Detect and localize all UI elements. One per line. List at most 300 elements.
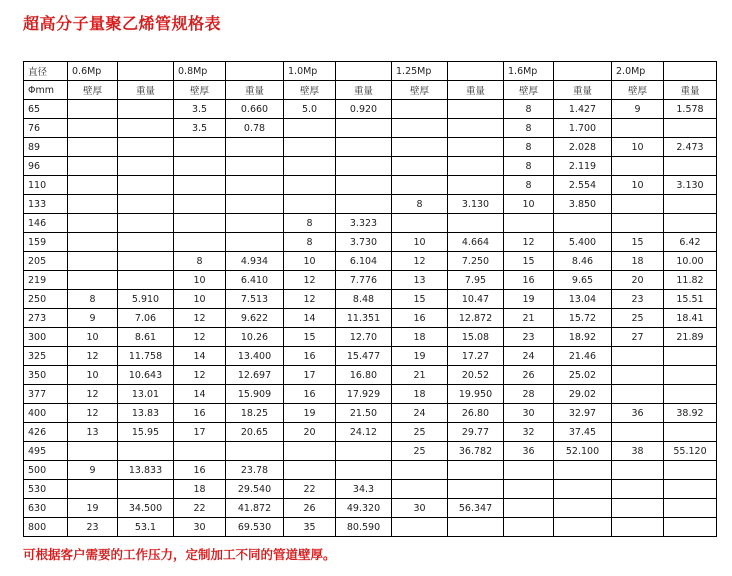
table-cell: 1.25Mp	[392, 62, 448, 81]
table-cell	[664, 119, 717, 138]
table-cell: 8	[284, 214, 336, 233]
table-cell: 426	[24, 423, 68, 442]
table-row	[24, 119, 717, 138]
table-cell: 325	[24, 347, 68, 366]
table-cell	[664, 385, 717, 404]
table-cell: 5.910	[118, 290, 174, 309]
table-cell: 10.643	[118, 366, 174, 385]
table-cell: 重量	[226, 81, 284, 100]
table-cell	[226, 157, 284, 176]
table-cell: 10.26	[226, 328, 284, 347]
table-cell	[612, 157, 664, 176]
table-cell: 13	[392, 271, 448, 290]
table-cell: 12	[68, 385, 118, 404]
table-cell: 直径	[24, 62, 68, 81]
table-cell: 34.3	[336, 480, 392, 499]
table-cell	[612, 423, 664, 442]
table-cell: 8	[504, 138, 554, 157]
table-cell: 12.697	[226, 366, 284, 385]
table-cell: 6.42	[664, 233, 717, 252]
table-cell	[68, 138, 118, 157]
table-cell: 0.920	[336, 100, 392, 119]
table-cell: 0.6Mp	[68, 62, 118, 81]
table-cell: 15	[612, 233, 664, 252]
table-cell: 10	[68, 366, 118, 385]
table-cell: 28	[504, 385, 554, 404]
table-cell: 49.320	[336, 499, 392, 518]
table-cell	[174, 157, 226, 176]
table-cell: 16	[504, 271, 554, 290]
footnote: 可根据客户需要的工作压力，定制加工不同的管道壁厚。	[23, 547, 336, 562]
table-cell: 4.934	[226, 252, 284, 271]
table-cell: 2.554	[554, 176, 612, 195]
table-cell: 52.100	[554, 442, 612, 461]
table-row	[24, 499, 717, 518]
table-cell: 32	[504, 423, 554, 442]
table-cell: 13.83	[118, 404, 174, 423]
table-cell	[612, 347, 664, 366]
table-cell	[68, 157, 118, 176]
table-cell: 2.028	[554, 138, 612, 157]
table-cell	[118, 62, 174, 81]
table-cell	[226, 214, 284, 233]
table-cell	[118, 119, 174, 138]
table-cell: 22	[174, 499, 226, 518]
table-cell: 27	[612, 328, 664, 347]
table-cell	[336, 461, 392, 480]
table-cell: 53.1	[118, 518, 174, 537]
table-row	[24, 309, 717, 328]
table-cell: 7.250	[448, 252, 504, 271]
table-cell	[554, 214, 612, 233]
table-cell: 21.46	[554, 347, 612, 366]
table-cell: 20.65	[226, 423, 284, 442]
table-cell: 19	[284, 404, 336, 423]
table-cell: 壁厚	[68, 81, 118, 100]
table-cell	[226, 138, 284, 157]
table-cell	[336, 442, 392, 461]
table-cell: 壁厚	[284, 81, 336, 100]
table-cell: 76	[24, 119, 68, 138]
table-cell	[664, 423, 717, 442]
table-cell: 8.48	[336, 290, 392, 309]
table-cell	[336, 195, 392, 214]
table-cell: 18.25	[226, 404, 284, 423]
table-cell	[448, 100, 504, 119]
table-cell: 377	[24, 385, 68, 404]
table-cell: 21.89	[664, 328, 717, 347]
table-cell: 13.400	[226, 347, 284, 366]
table-cell	[284, 176, 336, 195]
table-cell	[448, 214, 504, 233]
table-cell: 14	[174, 385, 226, 404]
table-row	[24, 404, 717, 423]
table-cell: 36	[612, 404, 664, 423]
table-cell: 41.872	[226, 499, 284, 518]
table-cell: 2.119	[554, 157, 612, 176]
table-cell: 6.410	[226, 271, 284, 290]
table-cell: 35	[284, 518, 336, 537]
table-cell	[554, 480, 612, 499]
table-row	[24, 157, 717, 176]
table-cell: 10	[392, 233, 448, 252]
table-cell	[118, 157, 174, 176]
table-cell	[174, 442, 226, 461]
table-cell	[448, 518, 504, 537]
table-cell: 10	[284, 252, 336, 271]
table-cell	[118, 176, 174, 195]
table-cell: 3.130	[664, 176, 717, 195]
table-cell	[284, 157, 336, 176]
table-cell: 15.51	[664, 290, 717, 309]
table-cell: 14	[174, 347, 226, 366]
table-cell: 7.776	[336, 271, 392, 290]
table-cell: 13.833	[118, 461, 174, 480]
table-cell	[226, 176, 284, 195]
table-cell: 32.97	[554, 404, 612, 423]
table-cell: 110	[24, 176, 68, 195]
table-cell: 29.540	[226, 480, 284, 499]
table-cell	[664, 461, 717, 480]
table-cell	[448, 157, 504, 176]
table-row	[24, 423, 717, 442]
table-row	[24, 461, 717, 480]
table-cell	[664, 480, 717, 499]
table-cell: 重量	[554, 81, 612, 100]
table-cell	[392, 119, 448, 138]
table-cell	[504, 499, 554, 518]
table-cell: 20.52	[448, 366, 504, 385]
table-cell: 10.00	[664, 252, 717, 271]
table-cell: 3.323	[336, 214, 392, 233]
table-cell: 34.500	[118, 499, 174, 518]
table-cell: 24	[504, 347, 554, 366]
table-cell	[118, 271, 174, 290]
table-cell	[664, 157, 717, 176]
table-cell: 12	[174, 309, 226, 328]
table-cell: 18	[612, 252, 664, 271]
table-cell	[664, 62, 717, 81]
table-cell	[118, 233, 174, 252]
table-cell	[68, 214, 118, 233]
table-cell: 2.0Mp	[612, 62, 664, 81]
table-cell: 133	[24, 195, 68, 214]
table-cell	[554, 62, 612, 81]
table-cell: 18.92	[554, 328, 612, 347]
table-cell: 壁厚	[392, 81, 448, 100]
table-cell: 10.47	[448, 290, 504, 309]
table-cell: 16.80	[336, 366, 392, 385]
table-cell: 250	[24, 290, 68, 309]
table-cell: 12	[392, 252, 448, 271]
table-cell: 36	[504, 442, 554, 461]
table-row	[24, 442, 717, 461]
table-cell: 16	[284, 347, 336, 366]
table-cell	[448, 461, 504, 480]
table-cell: 19	[68, 499, 118, 518]
table-cell	[336, 62, 392, 81]
table-cell: 壁厚	[504, 81, 554, 100]
table-cell: 10	[174, 271, 226, 290]
table-cell: 37.45	[554, 423, 612, 442]
table-row	[24, 290, 717, 309]
table-cell: 8	[174, 252, 226, 271]
table-cell: 400	[24, 404, 68, 423]
table-cell	[226, 62, 284, 81]
table-row	[24, 233, 717, 252]
table-cell	[336, 157, 392, 176]
table-cell: Φmm	[24, 81, 68, 100]
table-cell: 530	[24, 480, 68, 499]
table-cell	[612, 518, 664, 537]
table-cell: 630	[24, 499, 68, 518]
table-cell: 5.0	[284, 100, 336, 119]
table-cell: 6.104	[336, 252, 392, 271]
table-cell: 20	[284, 423, 336, 442]
table-cell: 17.929	[336, 385, 392, 404]
table-cell	[554, 499, 612, 518]
table-row	[24, 271, 717, 290]
table-cell: 12	[284, 290, 336, 309]
table-cell	[226, 442, 284, 461]
table-cell: 69.530	[226, 518, 284, 537]
table-cell	[118, 480, 174, 499]
table-cell	[68, 480, 118, 499]
table-cell	[448, 176, 504, 195]
table-cell	[174, 138, 226, 157]
table-cell	[118, 138, 174, 157]
table-cell	[504, 480, 554, 499]
table-row	[24, 176, 717, 195]
table-cell	[226, 233, 284, 252]
table-cell: 1.578	[664, 100, 717, 119]
table-cell	[392, 518, 448, 537]
table-cell: 159	[24, 233, 68, 252]
table-cell	[392, 100, 448, 119]
table-cell: 12	[504, 233, 554, 252]
table-cell: 30	[504, 404, 554, 423]
table-cell: 10	[68, 328, 118, 347]
table-cell: 重量	[664, 81, 717, 100]
table-cell	[118, 100, 174, 119]
table-cell: 495	[24, 442, 68, 461]
table-cell: 3.130	[448, 195, 504, 214]
table-cell: 18	[392, 385, 448, 404]
table-cell: 16	[174, 404, 226, 423]
table-cell	[118, 252, 174, 271]
table-cell: 12	[68, 347, 118, 366]
table-cell: 1.0Mp	[284, 62, 336, 81]
table-cell	[612, 119, 664, 138]
table-cell: 11.82	[664, 271, 717, 290]
table-cell: 10	[174, 290, 226, 309]
table-cell: 300	[24, 328, 68, 347]
table-cell: 9	[68, 309, 118, 328]
table-cell: 10	[504, 195, 554, 214]
table-cell: 7.513	[226, 290, 284, 309]
table-cell: 0.78	[226, 119, 284, 138]
table-cell	[448, 138, 504, 157]
table-cell: 19.950	[448, 385, 504, 404]
table-cell: 38.92	[664, 404, 717, 423]
table-cell: 8	[504, 119, 554, 138]
table-cell: 15.95	[118, 423, 174, 442]
table-cell: 15.72	[554, 309, 612, 328]
table-cell: 17	[284, 366, 336, 385]
table-cell	[392, 176, 448, 195]
table-cell: 18	[174, 480, 226, 499]
table-row	[24, 480, 717, 499]
table-cell	[448, 480, 504, 499]
table-cell: 17	[174, 423, 226, 442]
table-cell: 12	[284, 271, 336, 290]
table-cell: 7.95	[448, 271, 504, 290]
table-cell: 16	[174, 461, 226, 480]
table-cell: 22	[284, 480, 336, 499]
table-cell: 9.622	[226, 309, 284, 328]
table-cell: 15.909	[226, 385, 284, 404]
table-cell: 29.77	[448, 423, 504, 442]
table-cell: 重量	[448, 81, 504, 100]
table-cell	[284, 138, 336, 157]
table-cell: 0.8Mp	[174, 62, 226, 81]
table-cell: 26.80	[448, 404, 504, 423]
table-cell: 0.660	[226, 100, 284, 119]
spec-table	[23, 61, 717, 537]
table-row	[24, 195, 717, 214]
table-cell	[174, 214, 226, 233]
table-cell	[118, 442, 174, 461]
table-cell: 30	[392, 499, 448, 518]
table-cell: 24.12	[336, 423, 392, 442]
table-cell: 800	[24, 518, 68, 537]
table-cell	[554, 461, 612, 480]
table-row	[24, 366, 717, 385]
table-cell: 273	[24, 309, 68, 328]
table-cell	[612, 499, 664, 518]
table-cell: 8	[504, 157, 554, 176]
table-cell: 9.65	[554, 271, 612, 290]
table-cell: 24	[392, 404, 448, 423]
table-cell: 18	[392, 328, 448, 347]
table-cell: 8	[284, 233, 336, 252]
table-cell: 12	[68, 404, 118, 423]
table-cell: 26	[284, 499, 336, 518]
table-cell: 19	[504, 290, 554, 309]
table-cell	[612, 214, 664, 233]
table-cell: 9	[612, 100, 664, 119]
table-cell	[664, 214, 717, 233]
table-cell: 2.473	[664, 138, 717, 157]
table-cell: 10	[612, 138, 664, 157]
table-cell	[392, 480, 448, 499]
table-cell: 25.02	[554, 366, 612, 385]
table-cell: 23	[612, 290, 664, 309]
table-cell	[68, 176, 118, 195]
table-cell	[174, 233, 226, 252]
table-cell	[68, 252, 118, 271]
table-cell: 13	[68, 423, 118, 442]
table-cell	[336, 176, 392, 195]
table-cell: 15	[504, 252, 554, 271]
table-cell: 8.46	[554, 252, 612, 271]
table-cell	[554, 518, 612, 537]
table-cell	[664, 518, 717, 537]
table-row	[24, 214, 717, 233]
table-row	[24, 328, 717, 347]
table-cell: 1.700	[554, 119, 612, 138]
table-cell	[612, 385, 664, 404]
header-row-columns	[24, 81, 717, 100]
table-cell: 96	[24, 157, 68, 176]
table-cell	[392, 157, 448, 176]
table-cell: 12.70	[336, 328, 392, 347]
table-cell	[664, 195, 717, 214]
table-cell: 13.01	[118, 385, 174, 404]
table-cell: 89	[24, 138, 68, 157]
table-cell: 3.5	[174, 100, 226, 119]
table-cell: 21	[504, 309, 554, 328]
table-cell: 65	[24, 100, 68, 119]
table-cell	[284, 119, 336, 138]
table-cell: 12	[174, 366, 226, 385]
table-cell	[68, 271, 118, 290]
table-cell	[118, 195, 174, 214]
table-cell: 12.872	[448, 309, 504, 328]
table-cell: 19	[392, 347, 448, 366]
table-cell: 55.120	[664, 442, 717, 461]
table-cell: 8	[504, 100, 554, 119]
table-cell: 15.477	[336, 347, 392, 366]
table-cell: 23	[504, 328, 554, 347]
table-cell: 9	[68, 461, 118, 480]
table-row	[24, 252, 717, 271]
table-cell: 16	[392, 309, 448, 328]
table-cell: 36.782	[448, 442, 504, 461]
table-cell	[448, 119, 504, 138]
table-cell: 重量	[336, 81, 392, 100]
table-cell: 14	[284, 309, 336, 328]
table-cell	[226, 195, 284, 214]
table-cell	[392, 138, 448, 157]
table-cell: 13.04	[554, 290, 612, 309]
table-cell	[174, 176, 226, 195]
table-cell: 26	[504, 366, 554, 385]
table-cell: 3.5	[174, 119, 226, 138]
table-row	[24, 138, 717, 157]
table-cell	[504, 518, 554, 537]
table-cell: 56.347	[448, 499, 504, 518]
table-cell	[68, 233, 118, 252]
table-row	[24, 518, 717, 537]
table-row	[24, 347, 717, 366]
table-cell	[284, 195, 336, 214]
table-cell: 23	[68, 518, 118, 537]
table-cell	[284, 442, 336, 461]
table-cell: 21.50	[336, 404, 392, 423]
table-cell: 壁厚	[174, 81, 226, 100]
table-cell: 5.400	[554, 233, 612, 252]
table-cell: 29.02	[554, 385, 612, 404]
table-cell: 1.6Mp	[504, 62, 554, 81]
page-title: 超高分子量聚乙烯管规格表	[23, 14, 222, 33]
table-cell	[68, 100, 118, 119]
table-cell: 7.06	[118, 309, 174, 328]
table-cell: 25	[392, 442, 448, 461]
table-cell	[612, 480, 664, 499]
table-cell: 11.351	[336, 309, 392, 328]
table-cell	[448, 62, 504, 81]
